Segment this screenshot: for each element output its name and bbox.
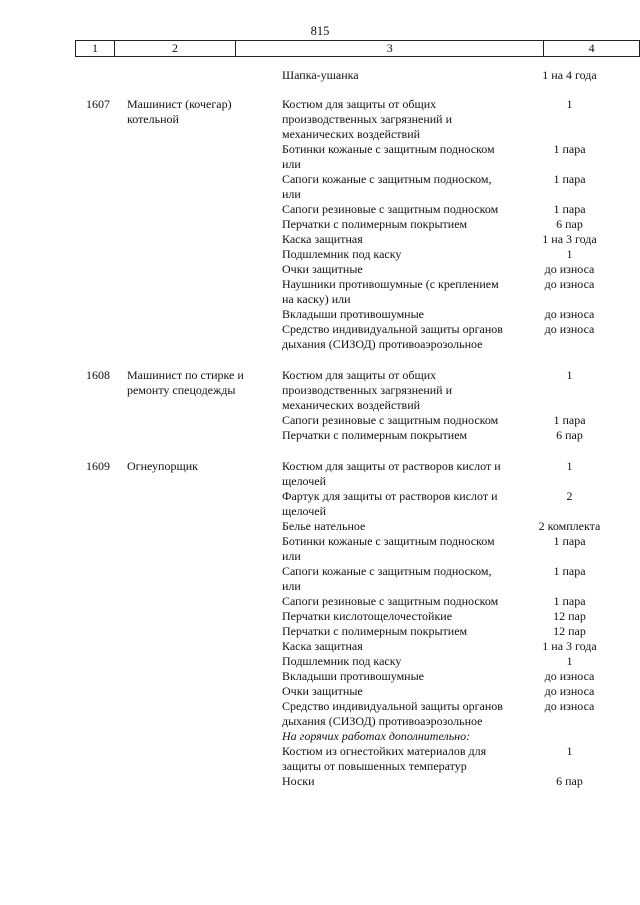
issue-norm: 1: [566, 247, 573, 261]
table-row: [75, 262, 632, 277]
ppe-item-name: Перчатки с полимерным покрытием: [282, 217, 468, 231]
issue-norm: 12 пар: [553, 609, 586, 623]
ppe-item-name: Сапоги резиновые с защитным подноском: [282, 413, 499, 427]
issue-norm: до износа: [544, 669, 595, 683]
table-row: [75, 489, 632, 519]
issue-norm: 1 пара: [553, 202, 586, 216]
issue-norm: до износа: [544, 684, 595, 698]
ppe-item-name: Средство индивидуальной защиты органов дыхания (СИЗОД) противоаэрозольное: [282, 699, 503, 728]
ppe-item-name: Каска защитная: [282, 639, 363, 653]
profession-name: Машинист по стирке и ремонту спецодежды: [127, 368, 244, 397]
table-row: [75, 684, 632, 699]
issue-norm: 1: [566, 368, 573, 382]
table-row: [75, 564, 632, 594]
ppe-item-name: Костюм для защиты от общих производственных загрязнений и механических воздействий: [282, 97, 453, 141]
table-row: [75, 654, 632, 669]
issue-norm: 1: [566, 654, 573, 668]
issue-norm: 1: [566, 97, 573, 111]
ppe-item-name: Фартук для защиты от растворов кислот и щелочей: [282, 489, 498, 518]
issue-norm: 2 комплекта: [538, 519, 601, 533]
row-spacer: [75, 83, 632, 97]
ppe-item-name: Очки защитные: [282, 262, 363, 276]
issue-norm: 1 на 3 года: [542, 232, 597, 246]
issue-norm: 2: [566, 489, 573, 503]
ppe-item-name: Подшлемник под каску: [282, 247, 402, 261]
table-row: [75, 669, 632, 684]
issue-norm: 1 пара: [553, 594, 586, 608]
issue-norm: 1 пара: [553, 172, 586, 186]
table-row: [75, 202, 632, 217]
table-row: [75, 428, 632, 443]
profession-code: 1609: [86, 459, 110, 473]
ppe-item-name: Костюм для защиты от общих производственных загрязнений и механических воздействий: [282, 368, 453, 412]
issue-norm: 1: [566, 744, 573, 758]
column-number-3: 3: [236, 41, 544, 57]
column-number-2: 2: [114, 41, 235, 57]
table-row: [75, 322, 632, 352]
profession-code: 1608: [86, 368, 110, 382]
ppe-item-name: Очки защитные: [282, 684, 363, 698]
issue-norm: 6 пар: [556, 428, 583, 442]
ppe-item-name: Белье нательное: [282, 519, 366, 533]
ppe-item-name: Наушники противошумные (с креплением на каску) или: [282, 277, 499, 306]
ppe-item-name: Сапоги кожаные с защитным подноском, или: [282, 172, 492, 201]
ppe-item-name: Перчатки кислотощелочестойкие: [282, 609, 453, 623]
table-row: [75, 729, 632, 744]
column-number-4: 4: [544, 41, 640, 57]
table-row: [75, 459, 632, 489]
table-row: [75, 699, 632, 729]
table-row: [75, 307, 632, 322]
issue-norm: [507, 729, 632, 744]
ppe-item-name: Носки: [282, 774, 315, 788]
ppe-item-name: Перчатки с полимерным покрытием: [282, 624, 468, 638]
table-row: [75, 368, 632, 413]
profession-name: Огнеупорщик: [127, 459, 198, 473]
ppe-item-name: Ботинки кожаные с защитным подноском или: [282, 142, 495, 171]
profession-code: 1607: [86, 97, 110, 111]
table-row: [75, 413, 632, 428]
ppe-item-name: Вкладыши противошумные: [282, 307, 424, 321]
ppe-item-name: Костюм из огнестойких материалов для защиты от повышенных температур: [282, 744, 487, 773]
table-row: [75, 217, 632, 232]
issue-norm: 12 пар: [553, 624, 586, 638]
page-number: 815: [310, 24, 330, 38]
table-row: [75, 609, 632, 624]
table-row: [75, 519, 632, 534]
issue-norm: до износа: [544, 307, 595, 321]
issue-norm: 1 пара: [553, 413, 586, 427]
table-row: [75, 624, 632, 639]
issue-norm: 1 пара: [553, 534, 586, 548]
issue-norm: до износа: [544, 322, 595, 336]
ppe-norms-table: [75, 68, 632, 789]
table-row: [75, 247, 632, 262]
table-row: [75, 97, 632, 142]
table-row: [75, 277, 632, 307]
table-row: [75, 774, 632, 789]
issue-norm: до износа: [544, 699, 595, 713]
section-note: На горячих работах дополнительно:: [282, 729, 471, 743]
ppe-item-name: Каска защитная: [282, 232, 363, 246]
ppe-item-name: Ботинки кожаные с защитным подноском или: [282, 534, 495, 563]
issue-norm: 1: [566, 459, 573, 473]
table-row: [75, 142, 632, 172]
table-row: [75, 172, 632, 202]
ppe-item-name: Средство индивидуальной защиты органов дыхания (СИЗОД) противоаэрозольное: [282, 322, 503, 351]
ppe-item-name: Костюм для защиты от растворов кислот и щелочей: [282, 459, 501, 488]
issue-norm: 6 пар: [556, 217, 583, 231]
ppe-item-name: Вкладыши противошумные: [282, 669, 424, 683]
table-row: [75, 639, 632, 654]
issue-norm: 1 на 4 года: [542, 68, 597, 82]
ppe-item-name: Сапоги резиновые с защитным подноском: [282, 202, 499, 216]
ppe-item-name: Шапка-ушанка: [282, 68, 359, 82]
issue-norm: 6 пар: [556, 774, 583, 788]
ppe-item-name: Подшлемник под каску: [282, 654, 402, 668]
table-row: [75, 594, 632, 609]
ppe-item-name: Перчатки с полимерным покрытием: [282, 428, 468, 442]
issue-norm: до износа: [544, 277, 595, 291]
table-row: [75, 232, 632, 247]
column-number-1: 1: [76, 41, 115, 57]
profession-name: Машинист (кочегар) котельной: [127, 97, 232, 126]
issue-norm: до износа: [544, 262, 595, 276]
ppe-item-name: Сапоги кожаные с защитным подноском, или: [282, 564, 492, 593]
issue-norm: 1 пара: [553, 564, 586, 578]
issue-norm: 1 пара: [553, 142, 586, 156]
row-spacer: [75, 352, 632, 368]
ppe-item-name: Сапоги резиновые с защитным подноском: [282, 594, 499, 608]
table-row: [75, 534, 632, 564]
column-header-row: [75, 40, 640, 57]
table-row: [75, 744, 632, 774]
table-row: [75, 68, 632, 83]
row-spacer: [75, 443, 632, 459]
issue-norm: 1 на 3 года: [542, 639, 597, 653]
